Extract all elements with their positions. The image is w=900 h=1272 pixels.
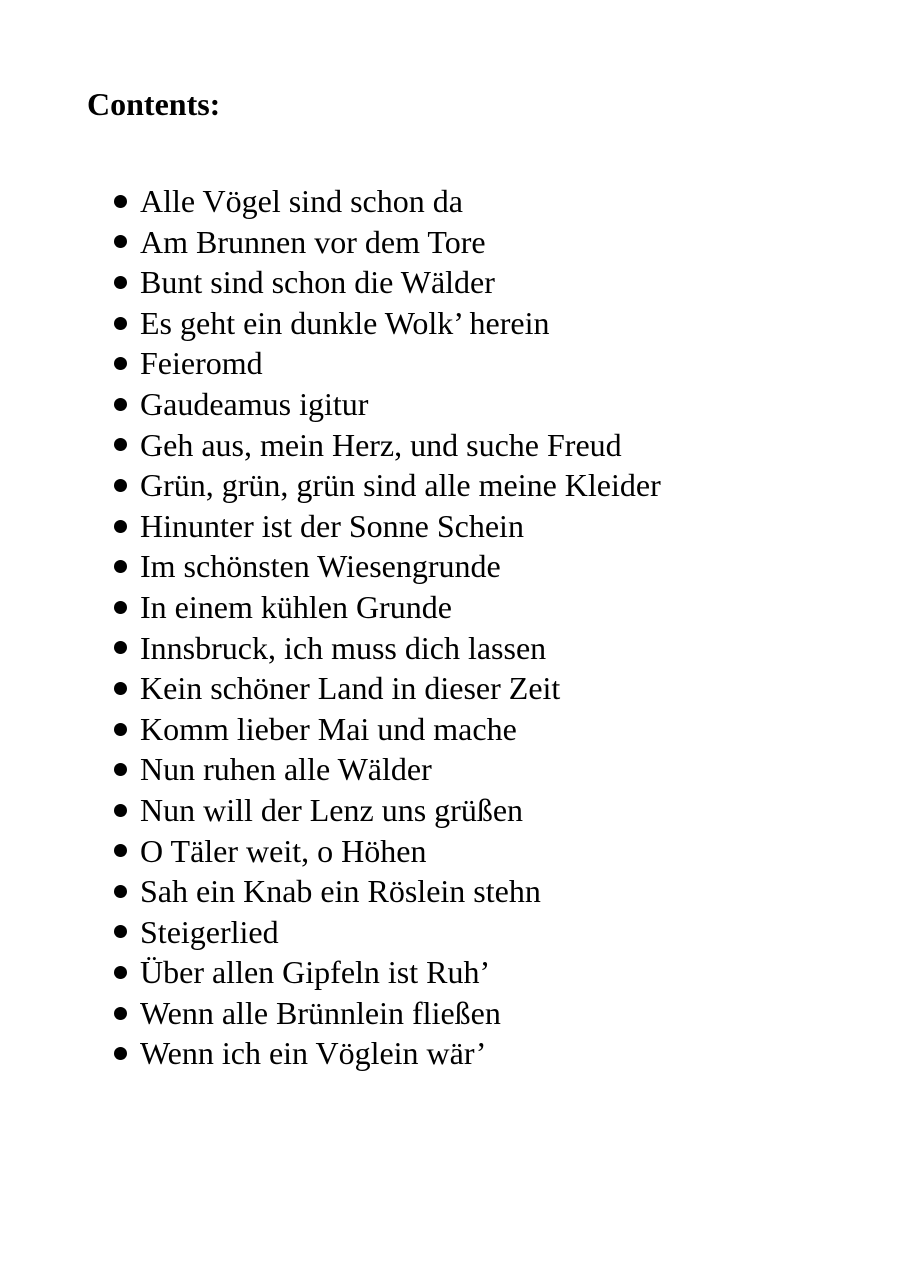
list-item-label: Wenn alle Brünnlein fließen bbox=[140, 994, 501, 1031]
bullet-icon bbox=[114, 276, 127, 289]
list-item-label: Wenn ich ein Vöglein wär’ bbox=[140, 1035, 487, 1072]
bullet-icon bbox=[114, 479, 127, 492]
list-item bbox=[0, 262, 900, 303]
bullet-icon bbox=[114, 520, 127, 533]
list-item bbox=[0, 1033, 900, 1074]
list-item-label: Nun ruhen alle Wälder bbox=[140, 751, 432, 788]
bullet-icon bbox=[114, 966, 127, 979]
bullet-icon bbox=[114, 844, 127, 857]
list-item-label: Kein schöner Land in dieser Zeit bbox=[140, 670, 561, 707]
bullet-icon bbox=[114, 885, 127, 898]
list-item bbox=[0, 465, 900, 506]
list-item bbox=[0, 303, 900, 344]
list-item bbox=[0, 343, 900, 384]
list-item-label: Komm lieber Mai und mache bbox=[140, 710, 517, 747]
bullet-icon bbox=[114, 195, 127, 208]
list-item-label: Alle Vögel sind schon da bbox=[140, 183, 463, 219]
list-item bbox=[0, 912, 900, 953]
list-item-label: Über allen Gipfeln ist Ruh’ bbox=[140, 954, 491, 991]
list-item bbox=[0, 871, 900, 912]
list-item-label: Gaudeamus igitur bbox=[140, 385, 369, 422]
list-item-label: In einem kühlen Grunde bbox=[140, 588, 452, 625]
list-item bbox=[0, 546, 900, 587]
list-item-label: Nun will der Lenz uns grüßen bbox=[140, 791, 524, 828]
list-item bbox=[0, 709, 900, 750]
list-item-label: Im schönsten Wiesengrunde bbox=[140, 548, 501, 585]
list-item bbox=[0, 181, 900, 222]
list-item-label: Steigerlied bbox=[140, 913, 279, 950]
contents-heading: Contents: bbox=[87, 86, 221, 122]
bullet-icon bbox=[114, 560, 127, 573]
list-item-label: Es geht ein dunkle Wolk’ herein bbox=[140, 304, 550, 341]
bullet-icon bbox=[114, 357, 127, 370]
list-item-label: Am Brunnen vor dem Tore bbox=[140, 223, 486, 260]
bullet-icon bbox=[114, 682, 127, 695]
bullet-icon bbox=[114, 438, 127, 451]
list-item bbox=[0, 668, 900, 709]
list-item bbox=[0, 587, 900, 628]
list-item bbox=[0, 425, 900, 466]
bullet-icon bbox=[114, 1047, 127, 1060]
list-item-label: Sah ein Knab ein Röslein stehn bbox=[140, 873, 541, 910]
list-item bbox=[0, 993, 900, 1034]
list-item-label: Grün, grün, grün sind alle meine Kleider bbox=[140, 467, 661, 504]
bullet-icon bbox=[114, 235, 127, 248]
bullet-icon bbox=[114, 804, 127, 817]
list-item bbox=[0, 222, 900, 263]
list-item-label: Innsbruck, ich muss dich lassen bbox=[140, 629, 547, 666]
list-item bbox=[0, 506, 900, 547]
list-item-label: O Täler weit, o Höhen bbox=[140, 832, 427, 869]
list-item-label: Geh aus, mein Herz, und suche Freud bbox=[140, 426, 622, 463]
bullet-icon bbox=[114, 317, 127, 330]
list-item bbox=[0, 384, 900, 425]
list-item-label: Bunt sind schon die Wälder bbox=[140, 264, 495, 301]
list-item bbox=[0, 628, 900, 669]
list-item-label: Feieromd bbox=[140, 345, 263, 382]
contents-list bbox=[0, 181, 900, 1074]
list-item bbox=[0, 790, 900, 831]
bullet-icon bbox=[114, 601, 127, 614]
list-item bbox=[0, 952, 900, 993]
bullet-icon bbox=[114, 1007, 127, 1020]
list-item bbox=[0, 749, 900, 790]
bullet-icon bbox=[114, 763, 127, 776]
bullet-icon bbox=[114, 641, 127, 654]
list-item-label: Hinunter ist der Sonne Schein bbox=[140, 507, 524, 544]
list-item bbox=[0, 831, 900, 872]
bullet-icon bbox=[114, 723, 127, 736]
bullet-icon bbox=[114, 398, 127, 411]
bullet-icon bbox=[114, 925, 127, 938]
